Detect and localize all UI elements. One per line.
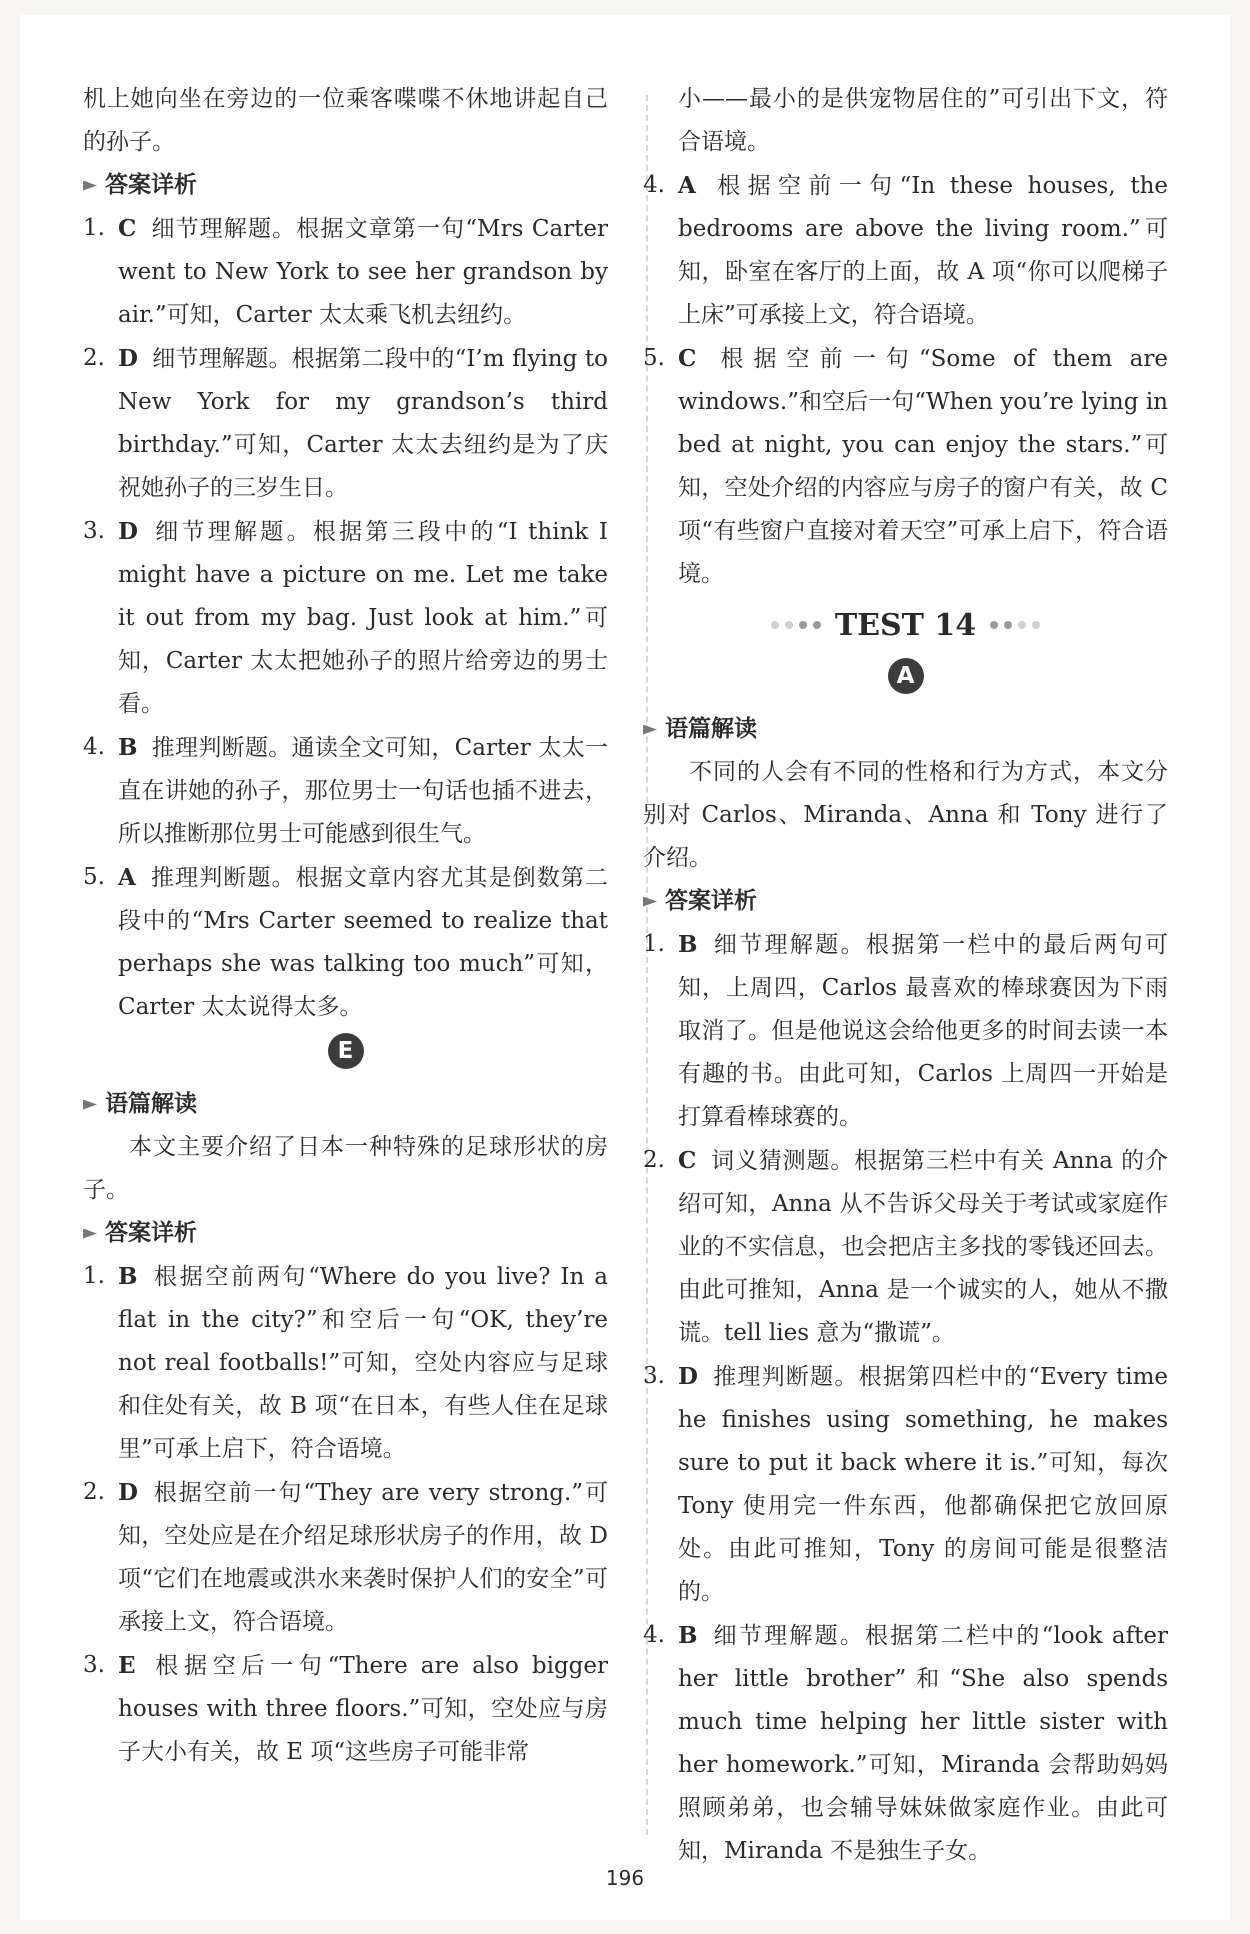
answer-item: 3. D 细节理解题。根据第三段中的“I think I might have a picture on me. Let me take it out from my bag. Just look at him.”可知，Carter 太太把她孙子的照片给旁边的男士看。 — [83, 518, 608, 717]
passage-summary: 不同的人会有不同的性格和行为方式，本文分别对 Carlos、Miranda、Anna 和 Tony 进行了介绍。 — [643, 759, 1168, 871]
reading-heading: 语篇解读 — [83, 1083, 608, 1126]
answer-item: 2. C 词义猜测题。根据第三栏中有关 Anna 的介绍可知，Anna 从不告诉父母关于考试或家庭作业的不实信息，也会把店主多找的零钱还回去。由此可推知，Anna 是一个诚实的人，她从不撒谎。tell lies 意为“撒谎”。 — [643, 1147, 1168, 1346]
answer-item: 3. E 根据空后一句“There are also bigger houses with three floors.”可知，空处应与房子大小有关，故 E 项“这些房子可能非常 — [83, 1652, 608, 1765]
answer-item: 4. B 细节理解题。根据第二栏中的“look after her little brother”和“She also spends much time helping her little sister with her homework.”可知，Miranda 会帮助妈妈照顾弟弟，也会辅导妹妹做家庭作业。由此可知，Miranda 不是独生子女。 — [643, 1622, 1168, 1864]
page-number: 196 — [605, 1866, 645, 1890]
reading-heading: 语篇解读 — [643, 708, 1168, 751]
answers-heading: 答案详析 — [83, 164, 608, 207]
answer-item-continued: 小——最小的是供宠物居住的”可引出下文，符合语境。 — [678, 86, 1168, 155]
answer-item: 4. A 根据空前一句“In these houses, the bedrooms are above the living room.”可知，卧室在客厅的上面，故 A 项“你可以爬梯子上床”可承接上文，符合语境。 — [643, 172, 1168, 328]
dots-decoration — [771, 621, 821, 629]
answer-item: 1. B 细节理解题。根据第一栏中的最后两句可知，上周四，Carlos 最喜欢的棒球赛因为下雨取消了。但是他说这会给他更多的时间去读一本有趣的书。由此可知，Carlos 上周四一开始是打算看棒球赛的。 — [643, 931, 1168, 1130]
answers-heading: 答案详析 — [643, 880, 1168, 923]
answer-item: 5. A 推理判断题。根据文章内容尤其是倒数第二段中的“Mrs Carter seemed to realize that perhaps she was talking too much”可知，Carter 太太说得太多。 — [83, 864, 608, 1020]
arrow-icon — [83, 1100, 97, 1110]
answers-heading: 答案详析 — [83, 1212, 608, 1255]
arrow-icon — [643, 725, 657, 735]
answer-item: 1. C 细节理解题。根据文章第一句“Mrs Carter went to New York to see her grandson by air.”可知，Carter 太太乘飞机去纽约。 — [83, 215, 608, 328]
passage-summary-continued: 机上她向坐在旁边的一位乘客喋喋不休地讲起自己的孙子。 — [83, 86, 608, 155]
arrow-icon — [643, 897, 657, 907]
arrow-icon — [83, 1229, 97, 1239]
right-column — [643, 78, 1168, 1873]
passage-summary: 本文主要介绍了日本一种特殊的足球形状的房子。 — [83, 1134, 608, 1203]
section-e-badge: E — [328, 1033, 364, 1069]
test-title: TEST 14 — [643, 596, 1168, 654]
answer-item: 5. C 根据空前一句“Some of them are windows.”和空后一句“When you’re lying in bed at night, you can enjoy the stars.”可知，空处介绍的内容应与房子的窗户有关，故 C 项“有些窗户直接对着天空”可承上启下，符合语境。 — [643, 345, 1168, 587]
section-a-badge: A — [888, 658, 924, 694]
answer-item: 2. D 细节理解题。根据第二段中的“I’m flying to New York for my grandson’s third birthday.”可知，Carter 太太去纽约是为了庆祝她孙子的三岁生日。 — [83, 345, 608, 501]
arrow-icon — [83, 181, 97, 191]
dots-decoration — [990, 621, 1040, 629]
answer-item: 2. D 根据空前一句“They are very strong.”可知，空处应是在介绍足球形状房子的作用，故 D 项“它们在地震或洪水来袭时保护人们的安全”可承接上文，符合语境。 — [83, 1479, 608, 1635]
answer-item: 1. B 根据空前两句“Where do you live? In a flat in the city?”和空后一句“OK, they’re not real footballs!”可知，空处内容应与足球和住处有关，故 B 项“在日本，有些人住在足球里”可承上启下，符合语境。 — [83, 1263, 608, 1462]
left-column — [83, 78, 608, 1774]
answer-item: 3. D 推理判断题。根据第四栏中的“Every time he finishes using something, he makes sure to put it back where it is.”可知，每次 Tony 使用完一件东西，他都确保把它放回原处。由此可推知，Tony 的房间可能是很整洁的。 — [643, 1363, 1168, 1605]
answer-item: 4. B 推理判断题。通读全文可知，Carter 太太一直在讲她的孙子，那位男士一句话也插不进去，所以推断那位男士可能感到很生气。 — [83, 734, 608, 847]
